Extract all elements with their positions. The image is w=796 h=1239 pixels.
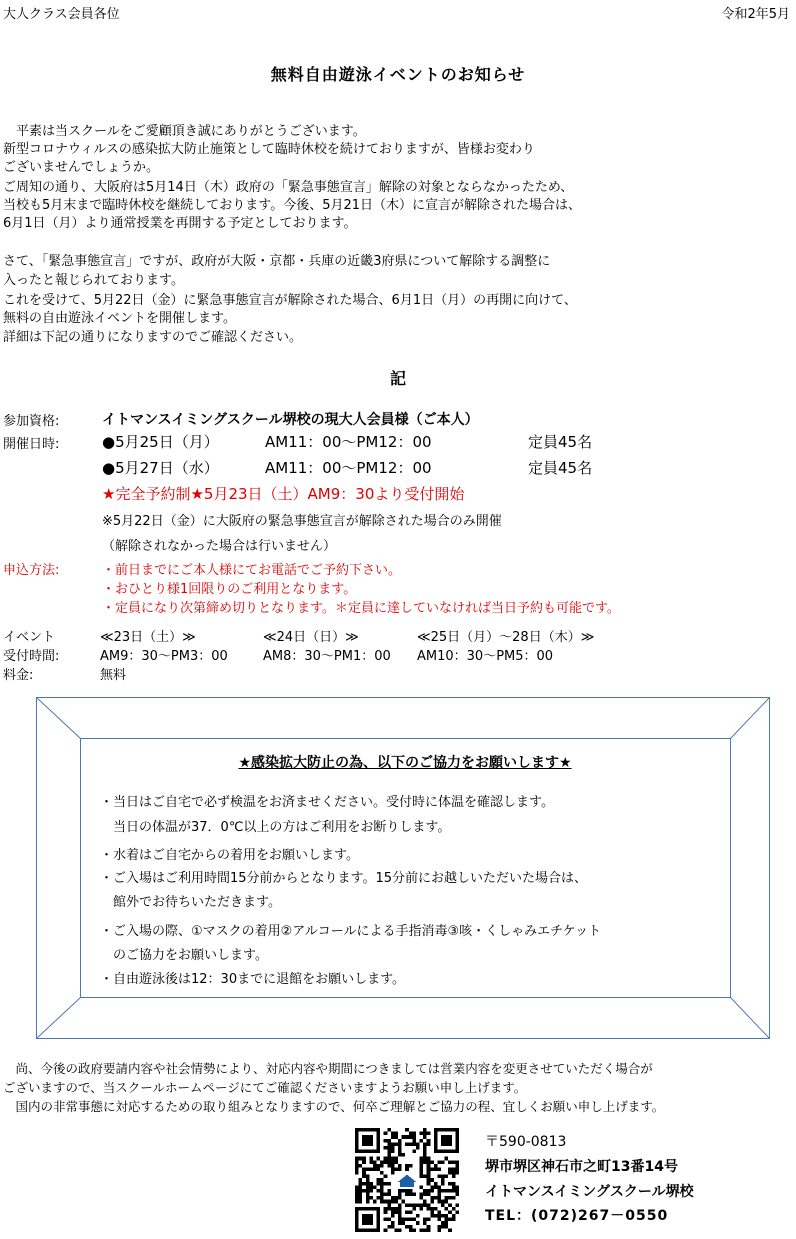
session-date: ●5月25日（月） [102, 433, 219, 451]
reception-day: ≪25日（月）～28日（木）≫ [417, 630, 595, 645]
qr-code[interactable] [355, 1128, 459, 1232]
ki-heading: 記 [389, 369, 406, 388]
notice-line: 当日の体温が37．0℃以上の方はご利用をお断りします。 [100, 820, 451, 835]
intro-line: 無料の自由遊泳イベントを開催します。 [3, 311, 236, 326]
intro-line: ございませんでしょうか。 [3, 160, 160, 175]
intro-line: 平素は当スクールをご愛顧頂き誠にありがとうございます。 [3, 124, 366, 139]
date-label: 開催日時: [3, 437, 60, 452]
reception-day: ≪24日（日）≫ [263, 630, 359, 645]
notice-line: ・ご入場はご利用時間15分前からとなります。15分前にお越しいただいた場合は、 [100, 871, 588, 886]
qualification-label: 参加資格: [3, 414, 60, 429]
intro-line: 入ったと報じられております。 [3, 273, 184, 288]
footer-line: 国内の非常事態に対応するための取り組みとなりますので、何卒ご理解とご協力の程、宜しくお願い申し上げます。 [3, 1099, 665, 1114]
notice-title: ★感染拡大防止の為、以下のご協力をお願いします★ [238, 755, 572, 771]
notice-line: ・当日はご自宅で必ず検温をお済ませください。受付時に体温を確認します。 [100, 795, 554, 810]
reception-time: AM10：30～PM5：00 [417, 649, 554, 664]
session-date: ●5月27日（水） [102, 459, 219, 477]
condition-note: ※5月22日（金）に大阪府の緊急事態宣言が解除された場合のみ開催 [102, 514, 502, 529]
reception-label: 受付時間: [3, 649, 60, 664]
reception-day: ≪23日（土）≫ [100, 630, 196, 645]
session-time: AM11：00～PM12：00 [265, 459, 432, 477]
document-date: 令和2年5月 [721, 7, 790, 22]
postal-code: 〒590-0813 [485, 1134, 567, 1150]
qualification-value: イトマンスイミングスクール堺校の現大人会員様（ご本人） [102, 412, 479, 428]
intro-line: 新型コロナウィルスの感染拡大防止施策として臨時休校を続けておりますが、皆様お変わり [3, 142, 535, 157]
event-label: イベント [3, 630, 56, 645]
notice-line: 館外でお待ちいただきます。 [100, 895, 281, 910]
session-capacity: 定員45名 [528, 433, 593, 451]
school-name: イトマンスイミングスクール堺校 [485, 1184, 694, 1200]
notice-line: ・水着はご自宅からの着用をお願いします。 [100, 848, 359, 863]
apply-line: ・定員になり次第締め切りとなります。＊定員に達していなければ当日予約も可能です。 [102, 601, 620, 616]
recipient: 大人クラス会員各位 [3, 7, 120, 22]
fee-value: 無料 [100, 668, 127, 683]
reservation-notice: ★完全予約制★5月23日（土）AM9：30より受付開始 [102, 485, 465, 503]
apply-line: ・前日までにご本人様にてお電話でご予約下さい。 [102, 563, 402, 578]
notice-line: ・自由遊泳後は12：30までに退館をお願いします。 [100, 972, 406, 987]
intro-line: ご周知の通り、大阪府は5月14日（木）政府の「緊急事態宣言」解除の対象とならなかったため、 [3, 180, 574, 195]
intro-line: 6月1日（月）より通常授業を再開する予定としております。 [3, 216, 357, 231]
intro-line: さて、「緊急事態宣言」ですが、政府が大阪・京都・兵庫の近畿3府県について解除する調整に [3, 254, 551, 269]
fee-label: 料金: [3, 668, 34, 683]
reception-time: AM9：30～PM3：00 [100, 649, 228, 664]
condition-note-2: （解除されなかった場合は行いません） [102, 539, 337, 554]
phone-number: TEL：(072)267－0550 [485, 1208, 669, 1224]
intro-line: 詳細は下記の通りになりますのでご確認ください。 [3, 330, 303, 345]
apply-label: 申込方法: [3, 563, 60, 578]
reception-time: AM8：30～PM1：00 [263, 649, 391, 664]
footer-line: 尚、今後の政府要請内容や社会情勢により、対応内容や期間につきましては営業内容を変更させていただく場合が [3, 1061, 653, 1076]
notice-line: のご協力をお願いします。 [100, 948, 268, 963]
notice-line: ・ご入場の際、①マスクの着用②アルコールによる手指消毒③咳・くしゃみエチケット [100, 924, 602, 939]
apply-line: ・おひとり様1回限りのご利用となります。 [102, 582, 357, 597]
session-capacity: 定員45名 [528, 459, 593, 477]
session-time: AM11：00～PM12：00 [265, 433, 432, 451]
footer-line: ございますので、当スクールホームページにてご確認くださいますようお願い申し上げます。 [3, 1080, 527, 1095]
intro-line: これを受けて、5月22日（金）に緊急事態宣言が解除された場合、6月1日（月）の再開に向けて、 [3, 293, 577, 308]
intro-line: 当校も5月末まで臨時休校を継続しております。今後、5月21日（木）に宣言が解除された場合は、 [3, 198, 582, 213]
document-title: 無料自由遊泳イベントのお知らせ [270, 65, 526, 84]
street-address: 堺市堺区神石市之町13番14号 [485, 1159, 678, 1175]
